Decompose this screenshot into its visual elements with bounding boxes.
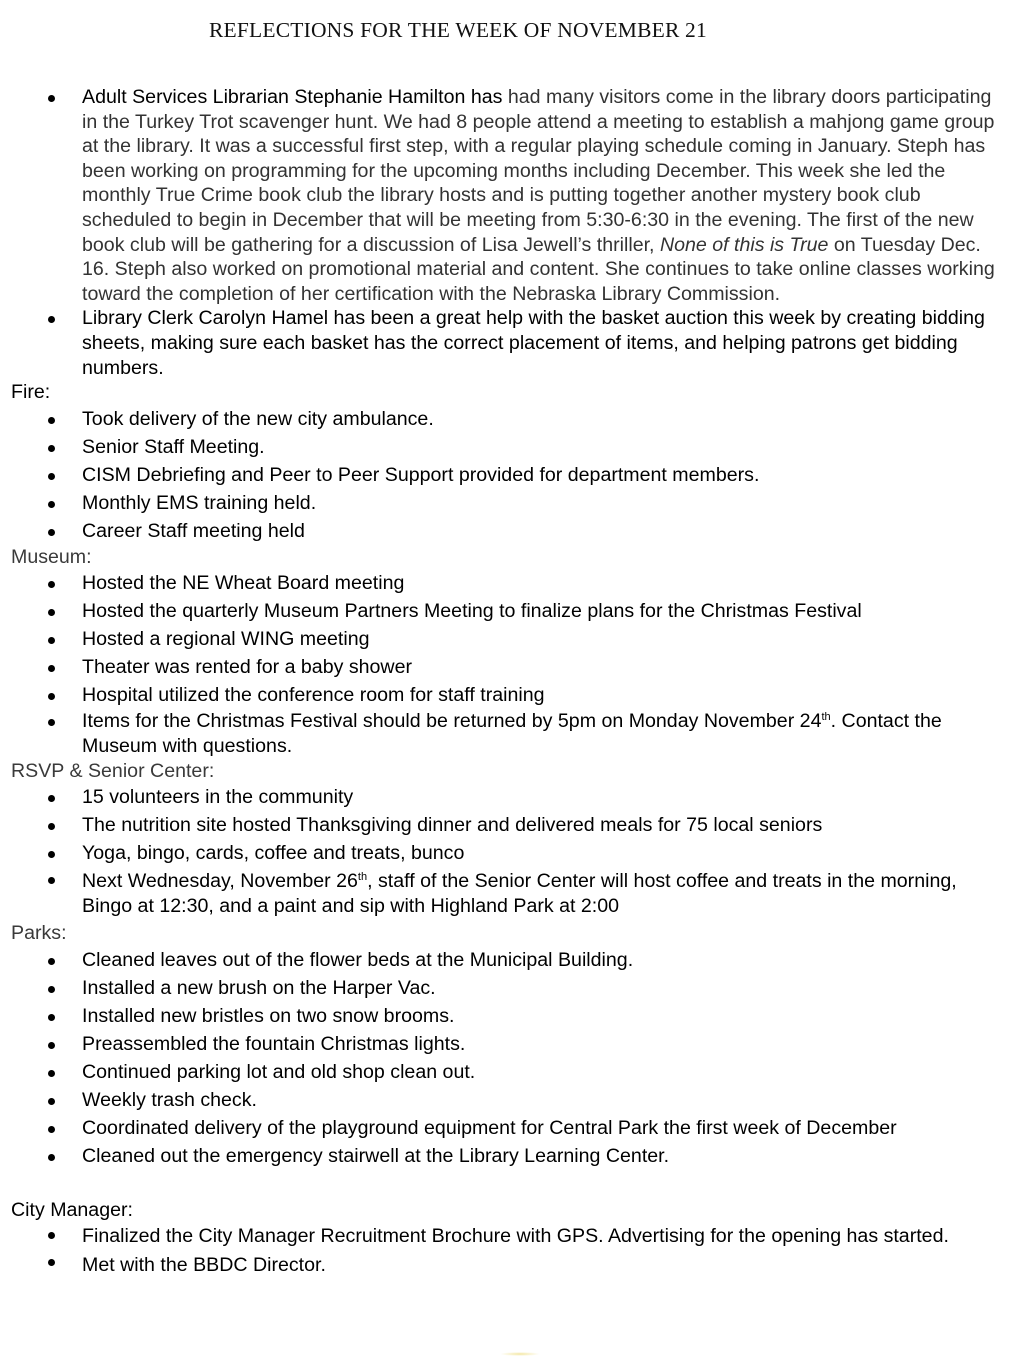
library-item-lead: Adult Services Librarian Stephanie Hamilton has <box>82 86 503 108</box>
senior-center-item: The nutrition site hosted Thanksgiving dinner and delivered meals for 75 local seniors <box>11 811 1011 839</box>
fire-item: Took delivery of the new city ambulance. <box>11 405 1011 433</box>
museum-item: Hosted the NE Wheat Board meeting <box>11 569 1011 597</box>
parks-item: Preassembled the fountain Christmas lights. <box>11 1030 1011 1058</box>
city-manager-item: Finalized the City Manager Recruitment Brochure with GPS. Advertising for the opening has started. <box>11 1222 1011 1249</box>
museum-list <box>11 569 1011 709</box>
ordinal-suffix: th <box>821 711 831 724</box>
section-heading-museum: Museum: <box>11 545 92 568</box>
section-heading-senior-center: RSVP & Senior Center: <box>11 759 215 782</box>
parks-list <box>11 946 1011 1170</box>
parks-item: Installed new bristles on two snow brooms. <box>11 1002 1011 1030</box>
parks-item: Continued parking lot and old shop clean out. <box>11 1058 1011 1086</box>
fire-list <box>11 405 1011 545</box>
library-item-body: had many visitors come in the library doors participating in the Turkey Trot scavenger hunt. We had 8 people attend a meeting to establish a mahjong game group at the library. It was a successful first step, with a regular playing schedule coming in January. Steph has been working on programming for the upcoming months including December. This week she led the monthly True Crime book club the library hosts and is putting together another mystery book club scheduled to begin in December that will be meeting from 5:30-6:30 in the evening. The first of the new book club will be gathering for a discussion of Lisa Jewell’s thriller, <box>82 86 995 256</box>
library-list <box>11 85 1011 380</box>
fire-item: Senior Staff Meeting. <box>11 433 1011 461</box>
senior-center-item: Yoga, bingo, cards, coffee and treats, bunco <box>11 839 1011 867</box>
decorative-glow <box>500 1352 540 1356</box>
section-heading-fire: Fire: <box>11 381 51 404</box>
senior-center-list <box>11 783 1011 867</box>
library-item-body-end: on Tuesday Dec. 16. Steph also worked on promotional material and content. She continues to take online classes working toward the completion of her certification with the Nebraska Library Commission. <box>82 233 995 305</box>
page-title: REFLECTIONS FOR THE WEEK OF NOVEMBER 21 <box>209 18 707 42</box>
museum-list-last <box>11 709 1011 758</box>
document-body <box>11 85 1011 1277</box>
museum-item: Hosted a regional WING meeting <box>11 625 1011 653</box>
section-heading-parks: Parks: <box>11 922 67 945</box>
senior-center-list-last <box>11 867 1011 919</box>
library-item-adult-services <box>11 85 1011 306</box>
parks-item: Cleaned out the emergency stairwell at the Library Learning Center. <box>11 1142 1011 1170</box>
museum-item-text-end: . Contact the Museum with questions. <box>82 710 942 757</box>
ordinal-suffix: th <box>357 871 368 884</box>
museum-item: Hosted the quarterly Museum Partners Meeting to finalize plans for the Christmas Festival <box>11 597 1011 625</box>
city-manager-list <box>11 1222 1011 1277</box>
fire-item: Monthly EMS training held. <box>11 489 1011 517</box>
senior-center-item: 15 volunteers in the community <box>11 783 1011 811</box>
parks-item: Cleaned leaves out of the flower beds at the Municipal Building. <box>11 946 1011 974</box>
book-title: None of this is True <box>659 233 829 256</box>
museum-item: Theater was rented for a baby shower <box>11 653 1011 681</box>
parks-item: Weekly trash check. <box>11 1086 1011 1114</box>
museum-item: Hospital utilized the conference room for staff training <box>11 681 1011 709</box>
library-item-clerk: Library Clerk Carolyn Hamel has been a great help with the basket auction this week by creating bidding sheets, making sure each basket has the correct placement of items, and helping patrons get bidding numbers. <box>11 306 1011 380</box>
city-manager-item: Met with the BBDC Director. <box>11 1249 1011 1278</box>
parks-item: Installed a new brush on the Harper Vac. <box>11 974 1011 1002</box>
museum-item-text: Items for the Christmas Festival should be returned by 5pm on Monday November 24 <box>82 710 822 733</box>
museum-item <box>11 709 1011 758</box>
fire-item: CISM Debriefing and Peer to Peer Support provided for department members. <box>11 461 1011 489</box>
section-heading-city-manager: City Manager: <box>11 1198 133 1221</box>
fire-item: Career Staff meeting held <box>11 517 1011 545</box>
blank-line <box>11 1170 1011 1194</box>
parks-item: Coordinated delivery of the playground equipment for Central Park the first week of December <box>11 1114 1011 1142</box>
senior-center-item <box>11 867 1011 919</box>
senior-center-item-text: Next Wednesday, November 26 <box>82 870 358 893</box>
senior-center-item-text-end: , staff of the Senior Center will host coffee and treats in the morning, Bingo at 12:30, and a paint and sip with Highland Park at 2:00 <box>82 870 957 918</box>
